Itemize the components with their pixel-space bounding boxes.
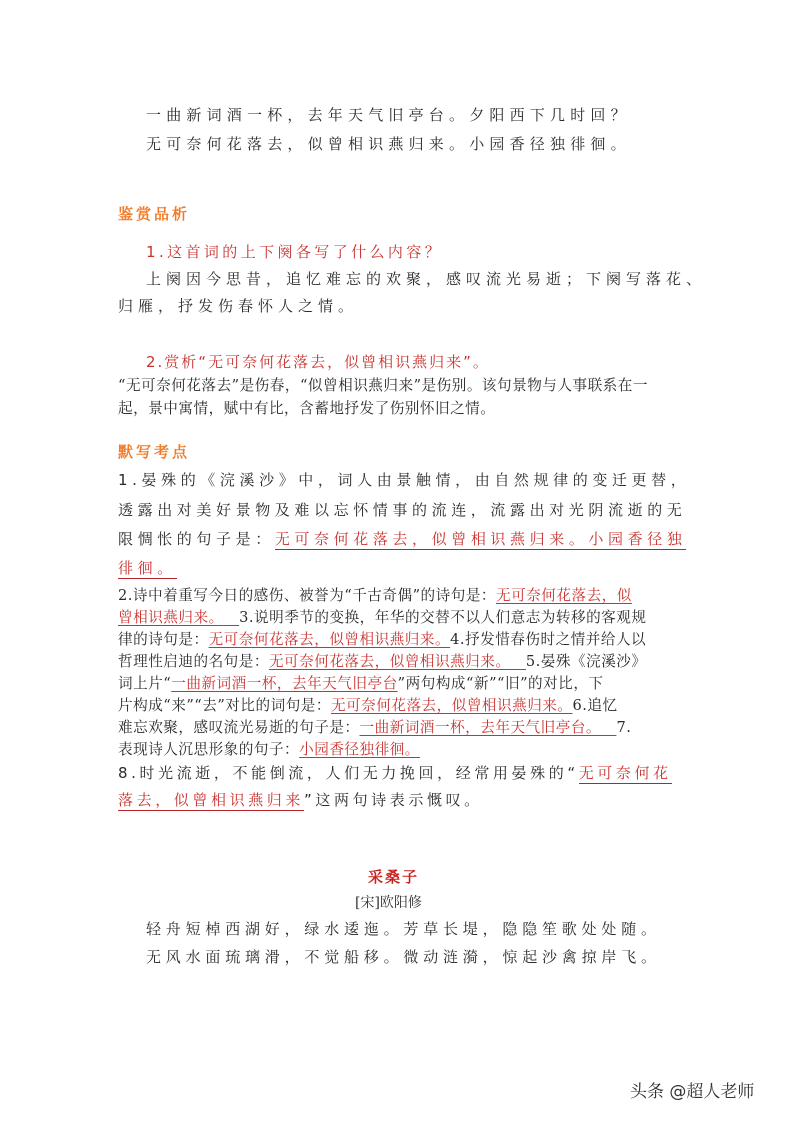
dictation-item-8-prompt: 8.时光流逝，不能倒流，人们无力挽回，经常用晏殊的“ bbox=[118, 764, 579, 782]
dictation-item-6-prompt: 6.追忆 bbox=[572, 697, 618, 714]
poem1-line-1: 一曲新词酒一杯，去年天气旧亭台。夕阳西下几时回？ bbox=[146, 106, 631, 124]
answer-2-line-2: 起，景中寓情，赋中有比，含蓄地抒发了伤别怀旧之情。 bbox=[118, 400, 496, 417]
dictation-item-4-line bbox=[118, 628, 646, 649]
dictation-item-1-line-2: 透露出对美好景物及难以忘怀情事的流连，流露出对光阴流逝的无 bbox=[118, 501, 687, 519]
dictation-item-1-line-3 bbox=[118, 528, 686, 549]
dictation-item-2-answer: 无可奈何花落去，似 bbox=[496, 587, 632, 604]
dictation-item-4-prompt-cont: 哲理性启迪的名句是： bbox=[118, 653, 269, 670]
dictation-item-5-answer-b: 无可奈何花落去，似曾相识燕归来。 bbox=[330, 697, 573, 714]
dictation-item-3-prompt: 3.说明季节的变换，年华的交替不以人们意志为转移的客观规 bbox=[239, 609, 647, 626]
dictation-item-4-answer: 无可奈何花落去，似曾相识燕归来。 bbox=[268, 653, 511, 670]
dictation-item-5-line bbox=[118, 650, 646, 671]
dictation-item-7-prompt: 7. bbox=[616, 719, 632, 736]
dictation-item-8-answer: 无可奈何花 bbox=[578, 764, 672, 782]
dictation-item-5-line-2 bbox=[118, 672, 604, 693]
section-title-appreciation: 鉴赏品析 bbox=[118, 205, 191, 223]
dictation-item-1-line-4 bbox=[118, 557, 177, 578]
dictation-item-8-suffix: ”这两句诗表示慨叹。 bbox=[304, 791, 483, 809]
dictation-item-8-line-2 bbox=[118, 789, 483, 810]
dictation-item-3-line bbox=[118, 606, 646, 627]
dictation-item-5-prompt-c: 片构成“来”“去”对比的词句是： bbox=[118, 697, 331, 714]
dictation-item-5-answer-a: 一曲新词酒一杯，去年天气旧亭台 bbox=[171, 675, 398, 692]
answer-1-line-2: 归雁，抒发伤春怀人之情。 bbox=[118, 297, 359, 315]
answer-1-line-1: 上阕因今思昔，追忆难忘的欢聚，感叹流光易逝；下阕写落花、 bbox=[146, 270, 707, 288]
dictation-item-6-line bbox=[118, 694, 618, 715]
dictation-item-4-prompt: 4.抒发惜春伤时之情并给人以 bbox=[450, 631, 647, 648]
dictation-item-7-answer: 小园香径独徘徊。 bbox=[299, 741, 420, 758]
section-title-dictation: 默写考点 bbox=[118, 443, 191, 461]
dictation-item-7-line-2 bbox=[118, 738, 420, 759]
dictation-item-5-prompt-cont: 词上片“ bbox=[118, 675, 172, 692]
dictation-item-1-line-1: 1.晏殊的《浣溪沙》中，词人由景触情，由自然规律的变迁更替， bbox=[118, 471, 691, 489]
dictation-item-1-prompt: 限惆怅的句子是： bbox=[118, 530, 275, 548]
question-1: 1.这首词的上下阕各写了什么内容？ bbox=[146, 243, 444, 261]
dictation-item-1-answer-cont: 徘徊。 bbox=[118, 559, 177, 577]
dictation-item-1-answer: 无可奈何花落去，似曾相识燕归来。小园香径独 bbox=[274, 530, 687, 548]
dictation-item-8-answer-cont: 落去，似曾相识燕归来 bbox=[118, 791, 305, 809]
poem2-line-1: 轻舟短棹西湖好，绿水逶迤。芳草长堤，隐隐笙歌处处随。 bbox=[146, 920, 661, 938]
question-2: 2.赏析“无可奈何花落去，似曾相识燕归来”。 bbox=[146, 353, 490, 371]
dictation-item-3-answer: 无可奈何花落去，似曾相识燕归来。 bbox=[208, 631, 451, 648]
dictation-item-6-prompt-cont: 难忘欢聚，感叹流光易逝的句子是： bbox=[118, 719, 360, 736]
poem2-line-2: 无风水面琉璃滑，不觉船移。微动涟漪，惊起沙禽掠岸飞。 bbox=[146, 948, 661, 966]
dictation-item-8-line-1 bbox=[118, 762, 672, 783]
dictation-item-5-prompt: 5.晏殊《浣溪沙》 bbox=[525, 653, 647, 670]
dictation-item-2-prompt: 2.诗中着重写今日的感伤、被誉为“千古奇偶”的诗句是： bbox=[118, 587, 497, 604]
dictation-item-5-prompt-b: ”两句构成“新”“旧”的对比，下 bbox=[397, 675, 604, 692]
dictation-item-7-prompt-cont: 表现诗人沉思形象的句子： bbox=[118, 741, 300, 758]
answer-2-line-1: “无可奈何花落去”是伤春，“似曾相识燕归来”是伤别。该句景物与人事联系在一 bbox=[118, 377, 648, 394]
dictation-item-7-line bbox=[118, 716, 631, 737]
poem1-line-2: 无可奈何花落去，似曾相识燕归来。小园香径独徘徊。 bbox=[146, 135, 631, 153]
poem2-author: [宋]欧阳修 bbox=[355, 895, 422, 911]
dictation-item-6-answer: 一曲新词酒一杯，去年天气旧亭台。 bbox=[359, 719, 602, 736]
poem2-title: 采桑子 bbox=[368, 868, 420, 886]
watermark: 头条 @超人老师 bbox=[630, 1082, 755, 1102]
dictation-item-3-prompt-cont: 律的诗句是： bbox=[118, 631, 209, 648]
dictation-item-2-line bbox=[118, 584, 632, 605]
dictation-item-2-answer-cont: 曾相识燕归来。 bbox=[118, 609, 224, 626]
